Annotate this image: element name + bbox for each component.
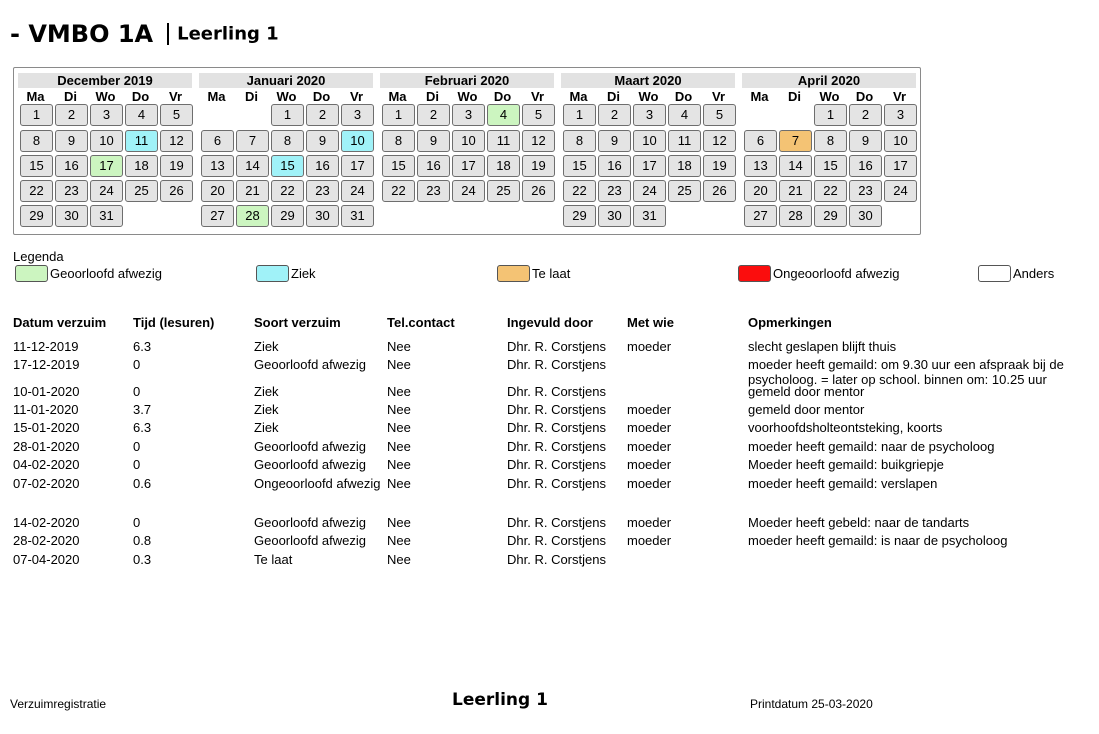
calendar-day: 30 <box>306 205 339 227</box>
table-cell: 0.6 <box>133 476 152 491</box>
calendar-month <box>18 73 192 234</box>
table-cell: moeder <box>627 439 672 454</box>
calendar-day: 11 <box>487 130 520 152</box>
table-cell: moeder heeft gemaild: om 9.30 uur een afspraak bij de psycholoog. = later op school. binnen om: 10.25 uur <box>748 357 1064 387</box>
weekday-label: Di <box>788 89 801 104</box>
month-title: Februari 2020 <box>380 73 554 88</box>
table-cell: Ziek <box>254 339 279 354</box>
table-cell: 11-01-2020 <box>13 402 79 417</box>
calendar-day: 16 <box>598 155 631 177</box>
weekday-label: Wo <box>276 89 297 104</box>
table-cell: Nee <box>387 339 411 354</box>
table-cell: moeder heeft gemaild: naar de psycholoog <box>748 439 995 454</box>
legend-swatch <box>256 265 289 282</box>
table-cell: 07-02-2020 <box>13 476 80 491</box>
table-cell: Geoorloofd afwezig <box>254 439 367 454</box>
table-cell: 28-01-2020 <box>13 439 80 454</box>
weekday-label: Di <box>607 89 620 104</box>
footer-left: Verzuimregistratie <box>10 697 107 711</box>
table-cell: moeder heeft gemaild: verslapen <box>748 476 938 491</box>
calendar-day: 4 <box>125 104 158 126</box>
table-cell: 0 <box>133 439 141 454</box>
month-title: April 2020 <box>742 73 916 88</box>
calendar-day: 24 <box>884 180 917 202</box>
legend-label: Ongeoorloofd afwezig <box>773 266 900 282</box>
header-separator <box>167 23 169 45</box>
day-grid <box>199 104 373 234</box>
calendar-day: 1 <box>814 104 847 126</box>
calendar-day: 1 <box>20 104 53 126</box>
table-cell: Dhr. R. Corstjens <box>507 476 606 491</box>
calendar-day: 3 <box>452 104 485 126</box>
calendar-day: 13 <box>201 155 234 177</box>
calendar-day: 10 <box>341 130 374 152</box>
calendar-day: 22 <box>20 180 53 202</box>
weekday-label: Do <box>312 89 331 104</box>
weekday-label: Wo <box>95 89 116 104</box>
calendar-day: 29 <box>271 205 304 227</box>
table-cell: 0.8 <box>133 533 152 548</box>
table-cell: 0 <box>133 384 141 399</box>
weekday-header <box>18 88 192 104</box>
weekday-header <box>742 88 916 104</box>
weekday-label: Wo <box>819 89 840 104</box>
table-cell: Nee <box>387 552 411 567</box>
table-cell: Nee <box>387 457 411 472</box>
calendar-day: 27 <box>201 205 234 227</box>
calendar-day: 17 <box>90 155 123 177</box>
day-grid <box>380 104 554 234</box>
table-cell: Dhr. R. Corstjens <box>507 533 606 548</box>
calendar-month <box>742 73 916 234</box>
calendar-day: 10 <box>884 130 917 152</box>
calendar-day: 15 <box>814 155 847 177</box>
calendar-day: 6 <box>201 130 234 152</box>
day-grid <box>18 104 192 234</box>
weekday-label: Do <box>131 89 150 104</box>
table-header: Datum verzuim <box>13 315 107 330</box>
calendar-day: 16 <box>55 155 88 177</box>
calendar-day: 2 <box>306 104 339 126</box>
table-cell: moeder <box>627 457 672 472</box>
calendar-day: 17 <box>633 155 666 177</box>
calendar-day: 29 <box>814 205 847 227</box>
table-cell: 15-01-2020 <box>13 420 80 435</box>
calendar-day: 12 <box>522 130 555 152</box>
table-cell: Dhr. R. Corstjens <box>507 357 606 372</box>
calendar-day: 9 <box>306 130 339 152</box>
weekday-label: Ma <box>26 89 45 104</box>
table-cell: Nee <box>387 420 411 435</box>
weekday-header <box>561 88 735 104</box>
table-cell: moeder <box>627 515 672 530</box>
calendar-day: 1 <box>382 104 415 126</box>
footer-student: Leerling 1 <box>452 690 548 710</box>
weekday-header <box>380 88 554 104</box>
calendar-day: 19 <box>522 155 555 177</box>
calendar-month <box>199 73 373 234</box>
legend-swatch <box>738 265 771 282</box>
table-cell: voorhoofdsholteontsteking, koorts <box>748 420 943 435</box>
table-cell: Dhr. R. Corstjens <box>507 515 606 530</box>
calendar-day: 9 <box>849 130 882 152</box>
table-header: Tel.contact <box>387 315 455 330</box>
calendar-day: 1 <box>563 104 596 126</box>
calendar-day: 8 <box>563 130 596 152</box>
weekday-label: Do <box>493 89 512 104</box>
table-cell: Nee <box>387 476 411 491</box>
calendar-day: 31 <box>90 205 123 227</box>
weekday-label: Vr <box>892 89 906 104</box>
calendar-day: 18 <box>125 155 158 177</box>
weekday-label: Ma <box>750 89 769 104</box>
calendar-day: 14 <box>779 155 812 177</box>
calendar-day: 8 <box>814 130 847 152</box>
day-grid <box>742 104 916 234</box>
calendar-day: 1 <box>271 104 304 126</box>
calendar-day: 18 <box>487 155 520 177</box>
calendar-day: 16 <box>849 155 882 177</box>
calendar-day: 23 <box>306 180 339 202</box>
weekday-label: Di <box>426 89 439 104</box>
table-cell: 0 <box>133 515 141 530</box>
calendar-day: 25 <box>487 180 520 202</box>
weekday-header <box>199 88 373 104</box>
weekday-label: Vr <box>349 89 363 104</box>
calendar-day: 4 <box>668 104 701 126</box>
calendar-day: 9 <box>55 130 88 152</box>
calendar-day: 16 <box>306 155 339 177</box>
table-header: Opmerkingen <box>748 315 832 330</box>
table-cell: Ziek <box>254 402 279 417</box>
calendar-day: 28 <box>779 205 812 227</box>
calendar-day: 5 <box>160 104 193 126</box>
table-cell: 11-12-2019 <box>13 339 79 354</box>
table-cell: 28-02-2020 <box>13 533 80 548</box>
student-name: Leerling 1 <box>177 23 279 45</box>
calendar-day: 4 <box>487 104 520 126</box>
calendar-day: 15 <box>271 155 304 177</box>
weekday-label: Vr <box>530 89 544 104</box>
table-cell: Moeder heeft gebeld: naar de tandarts <box>748 515 970 530</box>
calendar-day: 24 <box>633 180 666 202</box>
weekday-label: Di <box>64 89 77 104</box>
table-cell: 17-12-2019 <box>13 357 80 372</box>
legend-label: Geoorloofd afwezig <box>50 266 163 282</box>
table-cell: moeder <box>627 402 672 417</box>
table-cell: 6.3 <box>133 339 152 354</box>
weekday-label: Wo <box>638 89 659 104</box>
table-cell: moeder <box>627 476 672 491</box>
calendar-day: 27 <box>744 205 777 227</box>
calendar-day: 17 <box>341 155 374 177</box>
calendar-day: 23 <box>55 180 88 202</box>
table-cell: Dhr. R. Corstjens <box>507 384 606 399</box>
table-header: Soort verzuim <box>254 315 341 330</box>
class-title: - VMBO 1A <box>10 20 154 48</box>
table-cell: Ongeoorloofd afwezig <box>254 476 381 491</box>
table-cell: Dhr. R. Corstjens <box>507 457 606 472</box>
calendar-day: 8 <box>271 130 304 152</box>
table-cell: 04-02-2020 <box>13 457 80 472</box>
calendar-day: 23 <box>598 180 631 202</box>
table-header: Met wie <box>627 315 674 330</box>
calendar-day: 22 <box>271 180 304 202</box>
legend-item <box>497 265 570 282</box>
table-cell: Geoorloofd afwezig <box>254 515 367 530</box>
calendar-day: 8 <box>20 130 53 152</box>
footer-print-date: Printdatum 25-03-2020 <box>750 697 873 711</box>
calendar-day: 15 <box>20 155 53 177</box>
page-header <box>10 20 279 50</box>
calendar-day: 13 <box>744 155 777 177</box>
calendar-day: 19 <box>703 155 736 177</box>
weekday-label: Do <box>674 89 693 104</box>
table-cell: Nee <box>387 533 411 548</box>
table-cell: Ziek <box>254 384 279 399</box>
calendar-day: 2 <box>417 104 450 126</box>
calendar-day: 23 <box>849 180 882 202</box>
weekday-label: Di <box>245 89 258 104</box>
table-cell: Geoorloofd afwezig <box>254 357 367 372</box>
month-title: Januari 2020 <box>199 73 373 88</box>
calendar-day: 10 <box>452 130 485 152</box>
table-cell: Nee <box>387 515 411 530</box>
table-cell: Moeder heeft gemaild: buikgriepje <box>748 457 944 472</box>
table-cell: Ziek <box>254 420 279 435</box>
table-header: Ingevuld door <box>507 315 593 330</box>
calendar-day: 2 <box>55 104 88 126</box>
table-cell: moeder <box>627 339 672 354</box>
calendar-day: 22 <box>814 180 847 202</box>
calendar-day: 30 <box>598 205 631 227</box>
calendar-day: 20 <box>201 180 234 202</box>
table-cell: 14-02-2020 <box>13 515 80 530</box>
table-cell: 10-01-2020 <box>13 384 80 399</box>
calendar-day: 26 <box>522 180 555 202</box>
weekday-label: Wo <box>457 89 478 104</box>
calendar-day: 29 <box>20 205 53 227</box>
table-cell: Dhr. R. Corstjens <box>507 402 606 417</box>
table-cell: Geoorloofd afwezig <box>254 533 367 548</box>
calendar-day: 8 <box>382 130 415 152</box>
calendar-day: 22 <box>563 180 596 202</box>
calendar-day: 19 <box>160 155 193 177</box>
calendar-day: 17 <box>884 155 917 177</box>
calendar-day: 15 <box>382 155 415 177</box>
legend-swatch <box>497 265 530 282</box>
weekday-label: Do <box>855 89 874 104</box>
calendar-day: 20 <box>744 180 777 202</box>
calendar-day: 5 <box>522 104 555 126</box>
table-cell: moeder <box>627 420 672 435</box>
calendar-day: 9 <box>417 130 450 152</box>
table-header: Tijd (lesuren) <box>133 315 215 330</box>
calendar-day: 15 <box>563 155 596 177</box>
legend-swatch <box>15 265 48 282</box>
calendar-day: 23 <box>417 180 450 202</box>
calendar-day: 30 <box>849 205 882 227</box>
weekday-label: Ma <box>388 89 407 104</box>
calendar-day: 21 <box>236 180 269 202</box>
calendar-day: 3 <box>90 104 123 126</box>
table-cell: 0.3 <box>133 552 152 567</box>
calendar-day: 21 <box>779 180 812 202</box>
calendar-day: 10 <box>633 130 666 152</box>
calendar-day: 12 <box>160 130 193 152</box>
month-title: December 2019 <box>18 73 192 88</box>
legend-title: Legenda <box>13 249 64 264</box>
calendar-day: 29 <box>563 205 596 227</box>
calendar-day: 3 <box>341 104 374 126</box>
calendar-day: 24 <box>90 180 123 202</box>
calendar-day: 16 <box>417 155 450 177</box>
table-cell: Nee <box>387 357 411 372</box>
calendar-day: 3 <box>884 104 917 126</box>
legend-item <box>256 265 316 282</box>
table-cell: 3.7 <box>133 402 152 417</box>
calendar-day: 24 <box>452 180 485 202</box>
legend-label: Te laat <box>532 266 571 282</box>
table-cell: Te laat <box>254 552 293 567</box>
table-cell: gemeld door mentor <box>748 384 865 399</box>
table-cell: Nee <box>387 384 411 399</box>
legend-label: Ziek <box>291 266 316 282</box>
calendar-day: 26 <box>160 180 193 202</box>
table-cell: 0 <box>133 457 141 472</box>
table-cell: 0 <box>133 357 141 372</box>
weekday-label: Vr <box>168 89 182 104</box>
calendar-day: 7 <box>236 130 269 152</box>
table-cell: Geoorloofd afwezig <box>254 457 367 472</box>
calendar-day: 2 <box>598 104 631 126</box>
legend-item <box>978 265 1054 282</box>
table-cell: Dhr. R. Corstjens <box>507 439 606 454</box>
legend-swatch <box>978 265 1011 282</box>
calendar-day: 3 <box>633 104 666 126</box>
table-cell: moeder heeft gemaild: is naar de psycholoog <box>748 533 1008 548</box>
calendar-day: 25 <box>668 180 701 202</box>
table-cell: Dhr. R. Corstjens <box>507 339 606 354</box>
absence-calendar <box>13 67 921 235</box>
calendar-day: 25 <box>125 180 158 202</box>
legend-label: Anders <box>1013 266 1055 282</box>
calendar-day: 22 <box>382 180 415 202</box>
table-cell: 6.3 <box>133 420 152 435</box>
legend-item <box>15 265 162 282</box>
calendar-day: 11 <box>668 130 701 152</box>
calendar-day: 2 <box>849 104 882 126</box>
table-cell: Nee <box>387 439 411 454</box>
calendar-month <box>561 73 735 234</box>
calendar-day: 7 <box>779 130 812 152</box>
calendar-day: 14 <box>236 155 269 177</box>
table-cell: gemeld door mentor <box>748 402 865 417</box>
legend-item <box>738 265 899 282</box>
calendar-day: 11 <box>125 130 158 152</box>
calendar-day: 17 <box>452 155 485 177</box>
weekday-label: Ma <box>569 89 588 104</box>
calendar-day: 30 <box>55 205 88 227</box>
weekday-label: Vr <box>711 89 725 104</box>
calendar-day: 31 <box>341 205 374 227</box>
calendar-day: 6 <box>744 130 777 152</box>
calendar-day: 31 <box>633 205 666 227</box>
calendar-day: 24 <box>341 180 374 202</box>
table-cell: Dhr. R. Corstjens <box>507 420 606 435</box>
calendar-month <box>380 73 554 234</box>
table-cell: Dhr. R. Corstjens <box>507 552 606 567</box>
calendar-day: 5 <box>703 104 736 126</box>
calendar-day: 28 <box>236 205 269 227</box>
weekday-label: Ma <box>207 89 226 104</box>
table-cell: Nee <box>387 402 411 417</box>
day-grid <box>561 104 735 234</box>
calendar-day: 10 <box>90 130 123 152</box>
table-cell: 07-04-2020 <box>13 552 80 567</box>
calendar-day: 18 <box>668 155 701 177</box>
table-cell: slecht geslapen blijft thuis <box>748 339 897 354</box>
calendar-day: 26 <box>703 180 736 202</box>
calendar-day: 9 <box>598 130 631 152</box>
calendar-day: 12 <box>703 130 736 152</box>
month-title: Maart 2020 <box>561 73 735 88</box>
table-cell: moeder <box>627 533 672 548</box>
